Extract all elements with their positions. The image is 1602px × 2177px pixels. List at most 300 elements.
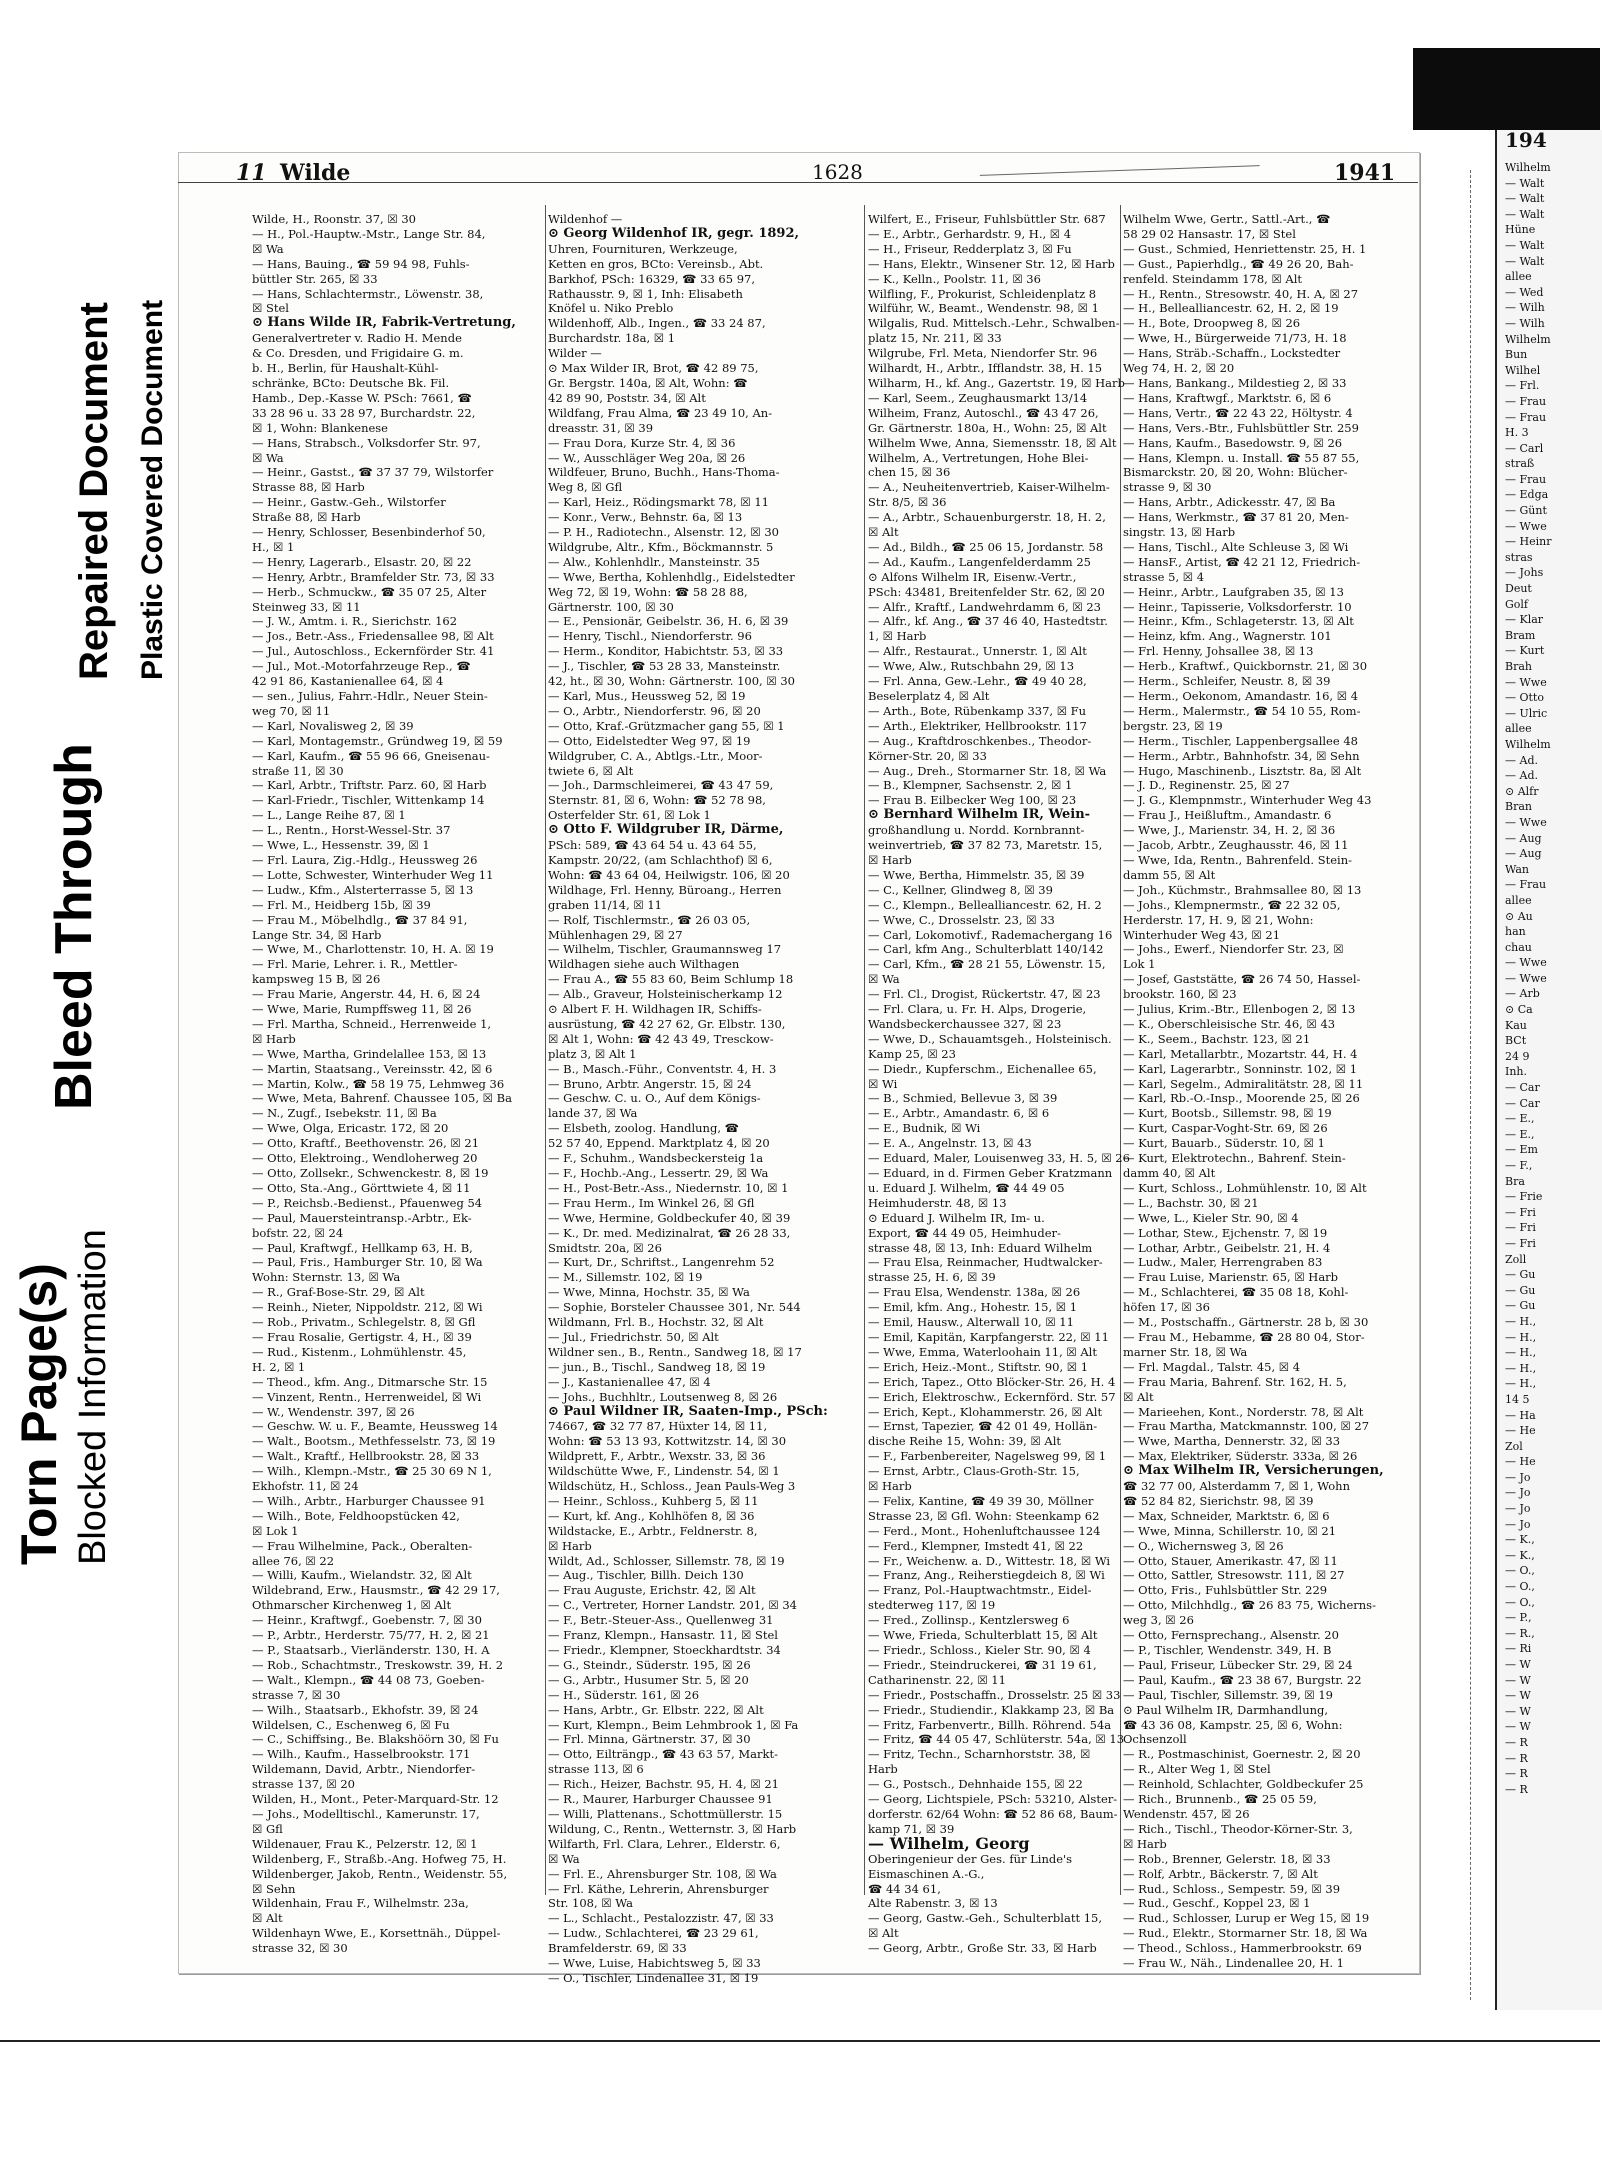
directory-entry: — Karl, Kaufm., ☎ 55 96 66, Gneisenau- xyxy=(252,748,490,763)
fragment-entry: — Frau xyxy=(1505,394,1547,408)
directory-entry: schränke, BCto: Deutsche Bk. Fil. xyxy=(252,375,450,390)
fragment-entry: — O., xyxy=(1505,1580,1535,1594)
directory-entry: bofstr. 22, ☒ 24 xyxy=(252,1225,344,1240)
directory-entry: Gärtnerstr. 100, ☒ 30 xyxy=(548,599,674,614)
fragment-entry: — Gu xyxy=(1505,1268,1536,1282)
directory-entry: Ochsenzoll xyxy=(1123,1732,1187,1747)
fragment-entry: — R xyxy=(1505,1782,1528,1796)
directory-entry: — Rolf, Tischlermstr., ☎ 26 03 05, xyxy=(548,912,751,927)
fragment-entry: — E., xyxy=(1505,1112,1535,1126)
directory-entry: — Rud., Geschf., Koppel 23, ☒ 1 xyxy=(1123,1896,1311,1911)
directory-entry: ☒ Wa xyxy=(252,241,284,256)
directory-entry: 42 91 86, Kastanienallee 64, ☒ 4 xyxy=(252,674,444,689)
directory-entry: — Frl. M., Heidberg 15b, ☒ 39 xyxy=(252,897,431,912)
directory-entry: — Rud., Kistenm., Lohmühlenstr. 45, xyxy=(252,1344,467,1359)
directory-entry: — Frau Marie, Angerstr. 44, H. 6, ☒ 24 xyxy=(252,987,481,1002)
fragment-entry: ⊙ Ca xyxy=(1505,1003,1533,1017)
directory-entry: — Wwe, Frieda, Schulterblatt 15, ☒ Alt xyxy=(868,1628,1098,1643)
directory-entry: — Jul., Friedrichstr. 50, ☒ Alt xyxy=(548,1329,719,1344)
directory-entry: Uhren, Fournituren, Werkzeuge, xyxy=(548,241,738,256)
fragment-entry: — Fri xyxy=(1505,1221,1536,1235)
directory-entry: — F., Hochb.-Ang., Lessertr. 29, ☒ Wa xyxy=(548,1166,769,1180)
directory-entry: — Walt., Kraftf., Hellbrookstr. 28, ☒ 33 xyxy=(252,1449,480,1464)
fragment-entry: — Heinr xyxy=(1505,535,1552,549)
directory-entry: — A., Neuheitenvertrieb, Kaiser-Wilhelm- xyxy=(868,480,1110,495)
directory-entry: — Fred., Zollinsp., Kentzlersweg 6 xyxy=(868,1613,1070,1628)
directory-entry: — Herb., Kraftwf., Quickbornstr. 21, ☒ 30 xyxy=(1123,659,1368,674)
fragment-entry: — Gu xyxy=(1505,1283,1536,1297)
fragment-entry: — H., xyxy=(1505,1377,1537,1391)
next-page-entries xyxy=(1505,160,1600,2000)
directory-entry: — Henry, Schlosser, Besenbinderhof 50, xyxy=(252,525,486,540)
directory-entry: höfen 17, ☒ 36 xyxy=(1123,1300,1210,1315)
directory-entry: 33 28 96 u. 33 28 97, Burchardstr. 22, xyxy=(252,405,476,420)
directory-entry: ☒ Wa xyxy=(252,450,284,465)
directory-entry: — Wilh., Kaufm., Hasselbrookstr. 171 xyxy=(252,1747,471,1762)
fragment-entry: han xyxy=(1505,925,1526,939)
fragment-entry: — Aug xyxy=(1505,831,1542,845)
fragment-entry: Brah xyxy=(1505,660,1532,673)
directory-entry: — Hans, Tischl., Alte Schleuse 3, ☒ Wi xyxy=(1123,539,1349,554)
directory-entry: — Max, Schneider, Marktstr. 6, ☒ 6 xyxy=(1123,1508,1330,1523)
directory-entry: — Georg, Gastw.-Geh., Schulterblatt 15, xyxy=(868,1911,1103,1926)
directory-entry: Knöfel u. Niko Preblo xyxy=(548,301,674,316)
directory-entry: — P., Reichsb.-Bedienst., Pfauenweg 54 xyxy=(252,1195,483,1210)
directory-entry: — Hans, Elektr., Winsener Str. 12, ☒ Harb xyxy=(868,256,1115,271)
directory-entry: — Paul, Kaufm., ☎ 23 38 67, Burgstr. 22 xyxy=(1123,1672,1362,1687)
directory-entry: Wendenstr. 457, ☒ 26 xyxy=(1123,1806,1250,1821)
directory-entry: — Jacob, Arbtr., Zeughausstr. 46, ☒ 11 xyxy=(1123,838,1349,853)
fragment-entry: 24 9 xyxy=(1505,1049,1530,1063)
directory-entry: 52 57 40, Eppend. Marktplatz 4, ☒ 20 xyxy=(548,1136,770,1151)
directory-entry: — Paul, Mauersteintransp.-Arbtr., Ek- xyxy=(252,1210,472,1225)
directory-entry: Wilfling, F., Prokurist, Schleidenplatz 8 xyxy=(868,286,1097,301)
directory-entry: Wildgrube, Altr., Kfm., Böckmannstr. 5 xyxy=(548,539,774,554)
directory-entry: — Frl. Käthe, Lehrerin, Ahrensburger xyxy=(548,1881,769,1896)
fragment-entry: Wan xyxy=(1505,862,1529,876)
directory-entry: — Kurt, Bauarb., Süderstr. 10, ☒ 1 xyxy=(1123,1136,1325,1151)
directory-entry: — Otto, Eidelstedter Weg 97, ☒ 19 xyxy=(548,733,751,748)
directory-entry: Gr. Bergstr. 140a, ☒ Alt, Wohn: ☎ xyxy=(548,375,748,390)
directory-entry: — Otto, Zollsekr., Schwenckestr. 8, ☒ 19 xyxy=(252,1166,489,1180)
directory-entry: — Wwe, Martha, Grindelallee 153, ☒ 13 xyxy=(252,1046,487,1061)
directory-entry: ☎ 52 84 82, Sierichstr. 98, ☒ 39 xyxy=(1123,1493,1314,1508)
directory-entry: Straße 88, ☒ Harb xyxy=(252,510,361,525)
directory-entry: — Fritz, Farbenvertr., Billh. Röhrend. 54a xyxy=(868,1717,1112,1732)
directory-entry: — Otto, Kraf.-Grützmacher gang 55, ☒ 1 xyxy=(548,718,785,733)
directory-entry: — R., Alter Weg 1, ☒ Stel xyxy=(1123,1762,1271,1777)
directory-entry: strasse 7, ☒ 30 xyxy=(252,1687,341,1702)
directory-entry: — Frau Dora, Kurze Str. 4, ☒ 36 xyxy=(548,435,736,450)
directory-entry: ⊙ Otto F. Wildgruber IR, Därme, xyxy=(548,822,784,838)
directory-entry: — Carl, Kfm., ☎ 28 21 55, Löwenstr. 15, xyxy=(868,957,1106,972)
directory-entry: — Herm., Tischler, Lappenbergsallee 48 xyxy=(1123,733,1358,748)
fragment-entry: Bun xyxy=(1505,348,1528,362)
directory-entry: — Frau J., Heißluftm., Amandastr. 6 xyxy=(1123,808,1332,823)
directory-entry: — Hans, Werkmstr., ☎ 37 81 20, Men- xyxy=(1123,510,1349,525)
fragment-entry: — Ha xyxy=(1505,1408,1536,1422)
directory-entry: Wildung, C., Rentn., Wetternstr. 3, ☒ Harb xyxy=(548,1821,797,1836)
directory-entry: — Martin, Staatsang., Vereinsstr. 42, ☒ 6 xyxy=(252,1061,493,1076)
fragment-entry: — H., xyxy=(1505,1361,1537,1375)
fragment-entry: — He xyxy=(1505,1424,1536,1438)
directory-entry: Mühlenhagen 29, ☒ 27 xyxy=(548,927,683,942)
directory-entry: — Wilh., Klempn.-Mstr., ☎ 25 30 69 N 1, xyxy=(252,1464,492,1479)
fragment-entry: Kau xyxy=(1505,1018,1527,1032)
directory-entry: großhandlung u. Nordd. Kornbrannt- xyxy=(868,823,1085,838)
directory-entry: ☒ Gfl xyxy=(252,1821,283,1836)
directory-entry: — K., Seem., Bachstr. 123, ☒ 21 xyxy=(1123,1031,1311,1046)
directory-entry: — Herm., Oekonom, Amandastr. 16, ☒ 4 xyxy=(1123,689,1359,703)
directory-entry: — Emil, Kapitän, Karpfangerstr. 22, ☒ 11 xyxy=(868,1329,1109,1344)
directory-entry: — Rich., Brunnenb., ☎ 25 05 59, xyxy=(1123,1792,1317,1807)
directory-entry: Wilgalis, Rud. Mittelsch.-Lehr., Schwalben- xyxy=(868,316,1120,331)
directory-entry: Ketten en gros, BCto: Vereinsb., Abt. xyxy=(548,256,764,271)
fragment-entry: Deut xyxy=(1505,582,1532,596)
directory-entry: — Wwe, Emma, Waterloohain 11, ☒ Alt xyxy=(868,1344,1097,1359)
fragment-entry: — Frau xyxy=(1505,410,1547,424)
directory-entry: ⊙ Max Wilder IR, Brot, ☎ 42 89 75, xyxy=(548,361,759,376)
directory-entry: — Johs., Ewerf., Niendorfer Str. 23, ☒ xyxy=(1123,942,1344,957)
directory-entry: — Carl, kfm Ang., Schulterblatt 140/142 xyxy=(868,942,1104,957)
directory-entry: weg 70, ☒ 11 xyxy=(252,703,331,718)
fragment-entry: — W xyxy=(1505,1658,1531,1671)
directory-entry: — Alb., Graveur, Holsteinischerkamp 12 xyxy=(548,987,783,1002)
directory-entry: strasse 9, ☒ 30 xyxy=(1123,480,1212,495)
directory-entry: — C., Klempn., Bellealliancestr. 62, H. 2 xyxy=(868,897,1102,912)
directory-entry: — R., Postmaschinist, Goernestr. 2, ☒ 20 xyxy=(1123,1747,1361,1762)
directory-entry: — Frau M., Hebamme, ☎ 28 80 04, Stor- xyxy=(1123,1329,1365,1344)
directory-entry: — Wilh., Arbtr., Harburger Chaussee 91 xyxy=(252,1493,486,1508)
fragment-entry: — Walt xyxy=(1505,176,1545,190)
directory-entry: — Willi, Kaufm., Wielandstr. 32, ☒ Alt xyxy=(252,1568,472,1583)
directory-entry: — Marieehen, Kont., Norderstr. 78, ☒ Alt xyxy=(1123,1404,1364,1419)
directory-entry: — Erich, Elektroschw., Eckernförd. Str. 57 xyxy=(868,1389,1116,1404)
directory-entry: — Ad., Bildh., ☎ 25 06 15, Jordanstr. 58 xyxy=(868,539,1104,554)
directory-entry: — Frl. Martha, Schneid., Herrenweide 1, xyxy=(252,1016,492,1031)
fragment-entry: — Wwe xyxy=(1505,675,1547,689)
directory-entry: — Franz, Pol.-Hauptwachtmstr., Eidel- xyxy=(868,1583,1092,1598)
directory-entry: — Heinr., Kraftwgf., Goebenstr. 7, ☒ 30 xyxy=(252,1613,482,1628)
fragment-entry: — Johs xyxy=(1505,566,1544,580)
top-margin xyxy=(0,0,1600,48)
directory-entry: — Frl. Cl., Drogist, Rückertstr. 47, ☒ 23 xyxy=(868,987,1101,1002)
bleed-through-label: Bleed Through xyxy=(45,743,103,1110)
directory-entry: Wilfarth, Frl. Clara, Lehrer., Elderstr. 6, xyxy=(548,1836,781,1851)
directory-entry: — M., Schlachterei, ☎ 35 08 18, Kohl- xyxy=(1123,1285,1349,1300)
directory-entry: — Frau W., Näh., Lindenallee 20, H. 1 xyxy=(1123,1956,1344,1971)
directory-entry: — Jos., Betr.-Ass., Friedensallee 98, ☒ Alt xyxy=(252,629,494,644)
directory-entry: — Alfr., kf. Ang., ☎ 37 46 40, Hastedtstr. xyxy=(868,614,1108,629)
directory-entry: — Frau B. Eilbecker Weg 100, ☒ 23 xyxy=(868,793,1077,808)
fragment-entry: ⊙ Au xyxy=(1505,909,1533,923)
directory-entry: ☒ Wa xyxy=(548,1851,580,1866)
directory-entry: lande 37, ☒ Wa xyxy=(548,1106,638,1121)
directory-entry: — Vinzent, Rentn., Herrenweidel, ☒ Wi xyxy=(252,1389,482,1404)
directory-entry: allee 76, ☒ 22 xyxy=(252,1553,335,1568)
directory-entry: — Kurt, Klempn., Beim Lehmbrook 1, ☒ Fa xyxy=(548,1717,799,1732)
directory-entry: Heimhuderstr. 48, ☒ 13 xyxy=(868,1195,1007,1210)
directory-entry: — Heinr., Gastw.-Geh., Wilstorfer xyxy=(252,495,446,510)
directory-entry: Generalvertreter v. Radio H. Mende xyxy=(252,331,462,346)
directory-entry: — Otto, Elektroing., Wendloherweg 20 xyxy=(252,1151,478,1166)
directory-entry: — Karl, Novalisweg 2, ☒ 39 xyxy=(252,718,414,733)
directory-entry: stedterweg 117, ☒ 19 xyxy=(868,1598,996,1613)
fragment-entry: H. 3 xyxy=(1505,426,1529,440)
directory-entry: — C., Schiffsing., Be. Blakshöörn 30, ☒ Fu xyxy=(252,1732,499,1747)
directory-entry: ☒ Alt xyxy=(252,1911,283,1926)
directory-entry: — G., Postsch., Dehnhaide 155, ☒ 22 xyxy=(868,1777,1083,1792)
directory-entry: — L., Schlacht., Pestalozzistr. 47, ☒ 33 xyxy=(548,1911,774,1926)
directory-entry: — Wwe, C., Drosselstr. 23, ☒ 33 xyxy=(868,912,1055,927)
directory-entry: — Wilh., Staatsarb., Ekhofstr. 39, ☒ 24 xyxy=(252,1702,479,1717)
fragment-entry: — W xyxy=(1505,1689,1531,1703)
directory-entry: — Reinhold, Schlachter, Goldbeckufer 25 xyxy=(1123,1777,1364,1792)
directory-entry: — Frau Elsa, Reinmacher, Hudtwalcker- xyxy=(868,1255,1103,1270)
directory-entry: ☒ Alt 1, Wohn: ☎ 42 43 49, Tresckow- xyxy=(548,1031,774,1046)
directory-entry: — Karl, Seem., Zeughausmarkt 13/14 xyxy=(868,390,1088,405)
directory-entry: — Heinr., Kfm., Schlageterstr. 13, ☒ Alt xyxy=(1123,614,1354,629)
directory-entry: — H., Bellealliancestr. 62, H. 2, ☒ 19 xyxy=(1123,301,1339,316)
directory-entry: ☒ Harb xyxy=(868,852,912,867)
fragment-entry: — Carl xyxy=(1505,441,1544,455)
directory-entry: — Gust., Schmied, Henriettenstr. 25, H. 1 xyxy=(1123,241,1367,256)
directory-entry: — Heinz, kfm. Ang., Wagnerstr. 101 xyxy=(1123,629,1332,644)
directory-entry: — Otto, Sta.-Ang., Görttwiete 4, ☒ 11 xyxy=(252,1180,471,1195)
fragment-entry: Wilhel xyxy=(1505,363,1541,377)
directory-entry: singstr. 13, ☒ Harb xyxy=(1123,525,1236,540)
directory-entry: Str. 8/5, ☒ 36 xyxy=(868,495,947,510)
directory-entry: — Karl, Montagemstr., Gründweg 19, ☒ 59 xyxy=(252,733,503,748)
directory-entry: damm 55, ☒ Alt xyxy=(1123,867,1216,882)
directory-entry: — Frau Maria, Bahrenf. Str. 162, H. 5, xyxy=(1123,1374,1347,1389)
directory-entry: — Ad., Kaufm., Langenfelderdamm 25 xyxy=(868,554,1091,569)
directory-entry: — Wwe, D., Schauamtsgeh., Holsteinisch. xyxy=(868,1031,1112,1046)
directory-entry: — Hans, Kaufm., Basedowstr. 9, ☒ 26 xyxy=(1123,435,1343,450)
directory-entry: Wildenberg, F., Straßb.-Ang. Hofweg 75, H. xyxy=(252,1851,507,1866)
directory-entry: — Wwe, J., Marienstr. 34, H. 2, ☒ 36 xyxy=(1123,823,1336,838)
directory-entry: ⊙ Georg Wildenhof IR, gegr. 1892, xyxy=(548,225,800,241)
directory-entry: — Theod., Schloss., Hammerbrookstr. 69 xyxy=(1123,1941,1362,1956)
directory-entry: — Wilh., Bote, Feldhoopstücken 42, xyxy=(252,1508,460,1523)
fragment-entry: Bra xyxy=(1505,1174,1525,1188)
fragment-entry: — Edga xyxy=(1505,488,1549,502)
directory-entry: ☒ Alt xyxy=(1123,1389,1154,1404)
directory-entry: — Hans, Vertr., ☎ 22 43 22, Höltystr. 4 xyxy=(1123,405,1353,420)
directory-entry: u. Eduard J. Wilhelm, ☎ 44 49 05 xyxy=(868,1180,1065,1195)
directory-entry: — J. G., Klempnmstr., Winterhuder Weg 43 xyxy=(1123,793,1372,808)
fragment-entry: — Em xyxy=(1505,1143,1538,1157)
directory-entry: — P., Staatsarb., Vierländerstr. 130, H. A xyxy=(252,1643,490,1657)
directory-entry: ⊙ Paul Wilhelm IR, Darmhandlung, xyxy=(1123,1702,1329,1717)
directory-entry: — Kurt, Dr., Schriftst., Langenrehm 52 xyxy=(548,1255,775,1270)
directory-entry: — C., Kellner, Glindweg 8, ☒ 39 xyxy=(868,882,1053,897)
directory-entry: — Karl-Friedr., Tischler, Wittenkamp 14 xyxy=(252,793,485,808)
directory-entry: — Frau Martha, Matckmannstr. 100, ☒ 27 xyxy=(1123,1419,1370,1434)
directory-entry: — Felix, Kantine, ☎ 49 39 30, Möllner xyxy=(868,1493,1094,1508)
directory-entry: Wilhelm Wwe, Gertr., Sattl.-Art., ☎ xyxy=(1123,212,1331,226)
fragment-entry: — Frau xyxy=(1505,472,1547,486)
directory-entry: — Karl, Metallarbtr., Mozartstr. 44, H. 4 xyxy=(1123,1046,1358,1061)
directory-entry: Wildprett, F., Arbtr., Wexstr. 33, ☒ 36 xyxy=(548,1449,766,1464)
directory-entry: — Frau Rosalie, Gertigstr. 4, H., ☒ 39 xyxy=(252,1329,472,1344)
directory-entry: — Fr., Weichenw. a. D., Wittestr. 18, ☒ Wi xyxy=(868,1553,1111,1568)
directory-entry: — Paul, Fris., Hamburger Str. 10, ☒ Wa xyxy=(252,1255,483,1270)
directory-entry: — Johs., Buchhltr., Loutsenweg 8, ☒ 26 xyxy=(548,1389,778,1404)
directory-entry: kamp 71, ☒ 39 xyxy=(868,1821,955,1836)
directory-entry: — sen., Julius, Fahrr.-Hdlr., Neuer Stein- xyxy=(252,689,488,703)
fragment-entry: — Klar xyxy=(1505,613,1544,627)
directory-entry: — Otto, Kraftf., Beethovenstr. 26, ☒ 21 xyxy=(252,1136,480,1151)
directory-entry: 42 89 90, Poststr. 34, ☒ Alt xyxy=(548,390,706,405)
fragment-entry: allee xyxy=(1505,722,1532,736)
directory-entry: Wilder — xyxy=(548,346,602,361)
directory-entry: — Kurt, Elektrotechn., Bahrenf. Stein- xyxy=(1123,1151,1346,1166)
directory-entry: — Karl, Lagerarbtr., Sonninstr. 102, ☒ 1 xyxy=(1123,1061,1358,1076)
directory-entry: straße 11, ☒ 30 xyxy=(252,763,344,778)
directory-entry: — Herm., Schleifer, Neustr. 8, ☒ 39 xyxy=(1123,674,1331,689)
directory-entry: — Rud., Elektr., Stormarner Str. 18, ☒ Wa xyxy=(1123,1926,1368,1941)
repaired-document-label: Repaired Document xyxy=(72,302,116,680)
directory-entry: Bismarckstr. 20, ☒ 20, Wohn: Blücher- xyxy=(1123,465,1348,480)
directory-entry: — Emil, Hausw., Alterwall 10, ☒ 11 xyxy=(868,1315,1074,1330)
directory-entry: Wildenhof — xyxy=(548,212,623,226)
directory-entry: — Kurt, Schloss., Lohmühlenstr. 10, ☒ Alt xyxy=(1123,1180,1367,1195)
fragment-entry: chau xyxy=(1505,940,1532,954)
fragment-entry: — R., xyxy=(1505,1626,1535,1640)
directory-entry: — Rich., Heizer, Bachstr. 95, H. 4, ☒ 21 xyxy=(548,1777,779,1792)
directory-entry: Wildenhayn Wwe, E., Korsettnäh., Düppel- xyxy=(252,1926,501,1941)
directory-entry: — Rob., Schachtmstr., Treskowstr. 39, H. 2 xyxy=(252,1657,504,1672)
directory-entry: — Aug., Kraftdroschkenbes., Theodor- xyxy=(868,733,1092,748)
directory-entry: Wilfert, E., Friseur, Fuhlsbüttler Str. 687 xyxy=(868,212,1106,226)
directory-entry: — B., Klempner, Sachsenstr. 2, ☒ 1 xyxy=(868,778,1073,793)
fragment-entry: — He xyxy=(1505,1455,1536,1469)
directory-entry: — J. D., Reginenstr. 25, ☒ 27 xyxy=(1123,778,1290,793)
directory-column-2 xyxy=(548,212,860,1985)
directory-entry: — J., Tischler, ☎ 53 28 33, Mansteinstr. xyxy=(548,659,781,674)
fragment-entry: — Ad. xyxy=(1505,753,1538,767)
directory-entry: dorferstr. 62/64 Wohn: ☎ 52 86 68, Baum- xyxy=(868,1806,1118,1821)
directory-entry: Alte Rabenstr. 3, ☒ 13 xyxy=(868,1896,998,1911)
plastic-covered-document-label: Plastic Covered Document xyxy=(136,299,169,680)
directory-entry: — Geschw. C. u. O., Auf dem Königs- xyxy=(548,1091,761,1106)
directory-entry: Wildfang, Frau Alma, ☎ 23 49 10, An- xyxy=(548,405,773,420)
directory-entry: Kamp 25, ☒ 23 xyxy=(868,1046,956,1061)
directory-entry: — Wwe, Ida, Rentn., Bahrenfeld. Stein- xyxy=(1123,852,1352,867)
fragment-entry: allee xyxy=(1505,270,1532,284)
directory-entry: — Otto, Fernsprechang., Alsenstr. 20 xyxy=(1123,1628,1339,1643)
directory-entry: Othmarscher Kirchenweg 1, ☒ Alt xyxy=(252,1598,452,1613)
fragment-entry: — Wed xyxy=(1505,285,1544,299)
directory-entry: damm 40, ☒ Alt xyxy=(1123,1166,1216,1180)
directory-entry: — Kurt, Caspar-Voght-Str. 69, ☒ 26 xyxy=(1123,1121,1328,1136)
fragment-entry: — Fri xyxy=(1505,1205,1536,1219)
directory-entry: — Rud., Schlosser, Lurup er Weg 15, ☒ 19 xyxy=(1123,1911,1370,1926)
directory-entry: Wilführ, W., Beamt., Wendenstr. 98, ☒ 1 xyxy=(868,301,1099,316)
directory-entry: renfeld. Steindamm 178, ☒ Alt xyxy=(1123,271,1303,286)
directory-entry: — F., Farbenbereiter, Nagelsweg 99, ☒ 1 xyxy=(868,1449,1107,1464)
fragment-entry: — E., xyxy=(1505,1127,1535,1141)
directory-entry: ☎ 32 77 00, Alsterdamm 7, ☒ 1, Wohn xyxy=(1123,1479,1350,1494)
fragment-entry: — F., xyxy=(1505,1159,1533,1172)
directory-entry: — Lothar, Arbtr., Geibelstr. 21, H. 4 xyxy=(1123,1240,1331,1255)
fragment-entry: — Gu xyxy=(1505,1299,1536,1313)
directory-entry: ⊙ Alfons Wilhelm IR, Eisenw.-Vertr., xyxy=(868,569,1077,584)
directory-entry: — HansF., Artist, ☎ 42 21 12, Friedrich- xyxy=(1123,554,1361,569)
directory-entry: Beselerplatz 4, ☒ Alt xyxy=(868,689,990,703)
directory-entry: — Ludw., Schlachterei, ☎ 23 29 61, xyxy=(548,1926,759,1941)
fragment-entry: allee xyxy=(1505,893,1532,907)
directory-entry: — W., Wendenstr. 397, ☒ 26 xyxy=(252,1404,415,1419)
directory-entry: — Friedr., Steindruckerei, ☎ 31 19 61, xyxy=(868,1657,1097,1672)
directory-entry: — Frl. Marie, Lehrer. i. R., Mettler- xyxy=(252,957,458,972)
fragment-entry: — O., xyxy=(1505,1595,1535,1609)
directory-entry: — F., Schuhm., Wandsbeckersteig 1a xyxy=(548,1151,764,1166)
torn-pages-label: Torn Page(s) xyxy=(11,1263,67,1565)
directory-entry: Strasse 88, ☒ Harb xyxy=(252,480,365,495)
next-page-fragment xyxy=(1495,130,1602,2010)
directory-entry: dreasstr. 31, ☒ 39 xyxy=(548,420,654,435)
directory-entry: — Friedr., Studiendir., Klakkamp 23, ☒ Ba xyxy=(868,1702,1115,1717)
directory-entry: — Frl. Minna, Gärtnerstr. 37, ☒ 30 xyxy=(548,1732,751,1747)
directory-entry: ☒ Alt xyxy=(868,1926,899,1941)
directory-entry: Gr. Gärtnerstr. 180a, H., Wohn: 25, ☒ Alt xyxy=(868,420,1107,435)
directory-entry: — Sophie, Borsteler Chaussee 301, Nr. 544 xyxy=(548,1300,801,1315)
directory-entry: — Ferd., Mont., Hohenluftchaussee 124 xyxy=(868,1523,1101,1538)
directory-entry: — M., Sillemstr. 102, ☒ 19 xyxy=(548,1270,703,1285)
directory-entry: — Jul., Autoschloss., Eckernförder Str. 41 xyxy=(252,644,495,659)
directory-entry: — Herm., Malermstr., ☎ 54 10 55, Rom- xyxy=(1123,703,1361,718)
directory-entry: — Georg, Arbtr., Große Str. 33, ☒ Harb xyxy=(868,1941,1097,1956)
directory-entry: — Alfr., Restaurat., Unnerstr. 1, ☒ Alt xyxy=(868,644,1087,659)
directory-entry: — Arth., Bote, Rübenkamp 337, ☒ Fu xyxy=(868,703,1087,718)
directory-entry: ☒ Stel xyxy=(252,301,289,316)
directory-entry: — Ludw., Maler, Herrengraben 83 xyxy=(1123,1255,1323,1270)
directory-entry: Wildgruber, C. A., Abtlgs.-Ltr., Moor- xyxy=(548,748,763,763)
directory-entry: — Hans, Arbtr., Gr. Elbstr. 222, ☒ Alt xyxy=(548,1702,764,1717)
directory-entry: weinvertrieb, ☎ 37 82 73, Maretstr. 15, xyxy=(868,838,1103,853)
directory-entry: — Hans, Schlachtermstr., Löwenstr. 38, xyxy=(252,286,484,301)
fragment-entry: — K., xyxy=(1505,1533,1535,1547)
directory-entry: brookstr. 160, ☒ 23 xyxy=(1123,987,1237,1002)
directory-entry: — Henry, Arbtr., Bramfelder Str. 73, ☒ 33 xyxy=(252,569,495,584)
directory-entry: 1, ☒ Harb xyxy=(868,629,927,644)
directory-entry: 58 29 02 Hansastr. 17, ☒ Stel xyxy=(1123,226,1296,241)
directory-entry: — Herb., Schmuckw., ☎ 35 07 25, Alter xyxy=(252,584,487,599)
directory-entry: Eismaschinen A.-G., xyxy=(868,1866,985,1881)
directory-entry: Rathausstr. 9, ☒ 1, Inh: Elisabeth xyxy=(548,286,743,301)
directory-entry: ☒ Sehn xyxy=(252,1881,296,1896)
fragment-entry: — H., xyxy=(1505,1314,1537,1328)
directory-entry: — Fritz, ☎ 44 05 47, Schlüterstr. 54a, ☒ 13 xyxy=(868,1732,1125,1747)
directory-entry: Osterfelder Str. 61, ☒ Lok 1 xyxy=(548,808,711,823)
directory-entry: — Wilhelm, Tischler, Graumannsweg 17 xyxy=(548,942,782,957)
directory-entry: — Joh., Darmschleimerei, ☎ 43 47 59, xyxy=(548,778,774,793)
directory-entry: — Johs., Modelltischl., Kamerunstr. 17, xyxy=(252,1806,480,1821)
fragment-entry: — H., xyxy=(1505,1346,1537,1360)
directory-entry: Wilhelm, A., Vertretungen, Hohe Blei- xyxy=(868,450,1089,465)
directory-entry: — Hans, Kraftwgf., Marktstr. 6, ☒ 6 xyxy=(1123,390,1332,405)
fragment-entry: — Car xyxy=(1505,1081,1540,1095)
directory-entry: — Wwe, Martha, Dennerstr. 32, ☒ 33 xyxy=(1123,1434,1341,1449)
directory-entry: — Frl. Laura, Zig.-Hdlg., Heussweg 26 xyxy=(252,852,478,867)
directory-entry: Weg 72, ☒ 19, Wohn: ☎ 58 28 88, xyxy=(548,584,748,599)
directory-entry: Wohn: ☎ 43 64 04, Heilwigstr. 106, ☒ 20 xyxy=(548,867,790,882)
directory-entry: — Alw., Kohlenhdlr., Mansteinstr. 35 xyxy=(548,554,760,569)
directory-entry: — Hans, Vers.-Btr., Fuhlsbüttler Str. 259 xyxy=(1123,420,1359,435)
directory-entry: — Otto, Milchhdlg., ☎ 26 83 75, Wicherns- xyxy=(1123,1598,1376,1613)
